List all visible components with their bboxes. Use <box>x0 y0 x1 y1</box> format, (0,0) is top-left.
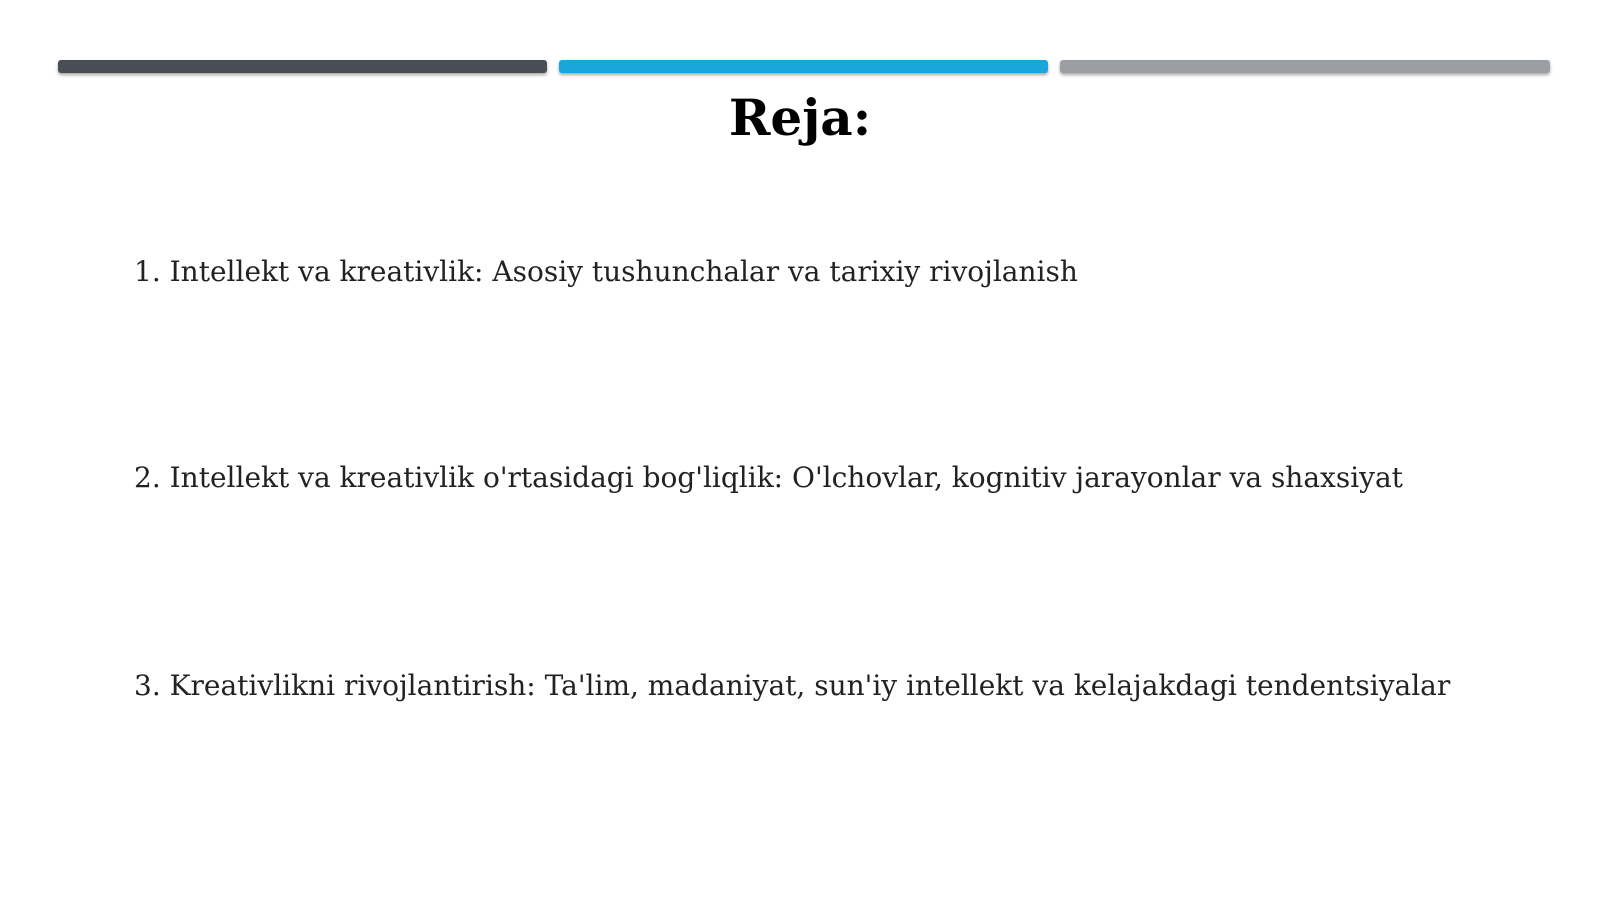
header-bar-dark <box>58 60 547 73</box>
header-bar-gray <box>1060 60 1550 73</box>
header-bar-blue <box>559 60 1048 73</box>
plan-item-1: 1. Intellekt va kreativlik: Asosiy tushunchalar va tarixiy rivojlanish <box>134 255 1078 288</box>
slide-title: Reja: <box>728 88 872 147</box>
plan-item-3: 3. Kreativlikni rivojlantirish: Ta'lim, madaniyat, sun'iy intellekt va kelajakdagi tendentsiyalar <box>134 669 1451 702</box>
plan-item-2: 2. Intellekt va kreativlik o'rtasidagi bog'liqlik: O'lchovlar, kognitiv jarayonlar va shaxsiyat <box>134 461 1403 494</box>
